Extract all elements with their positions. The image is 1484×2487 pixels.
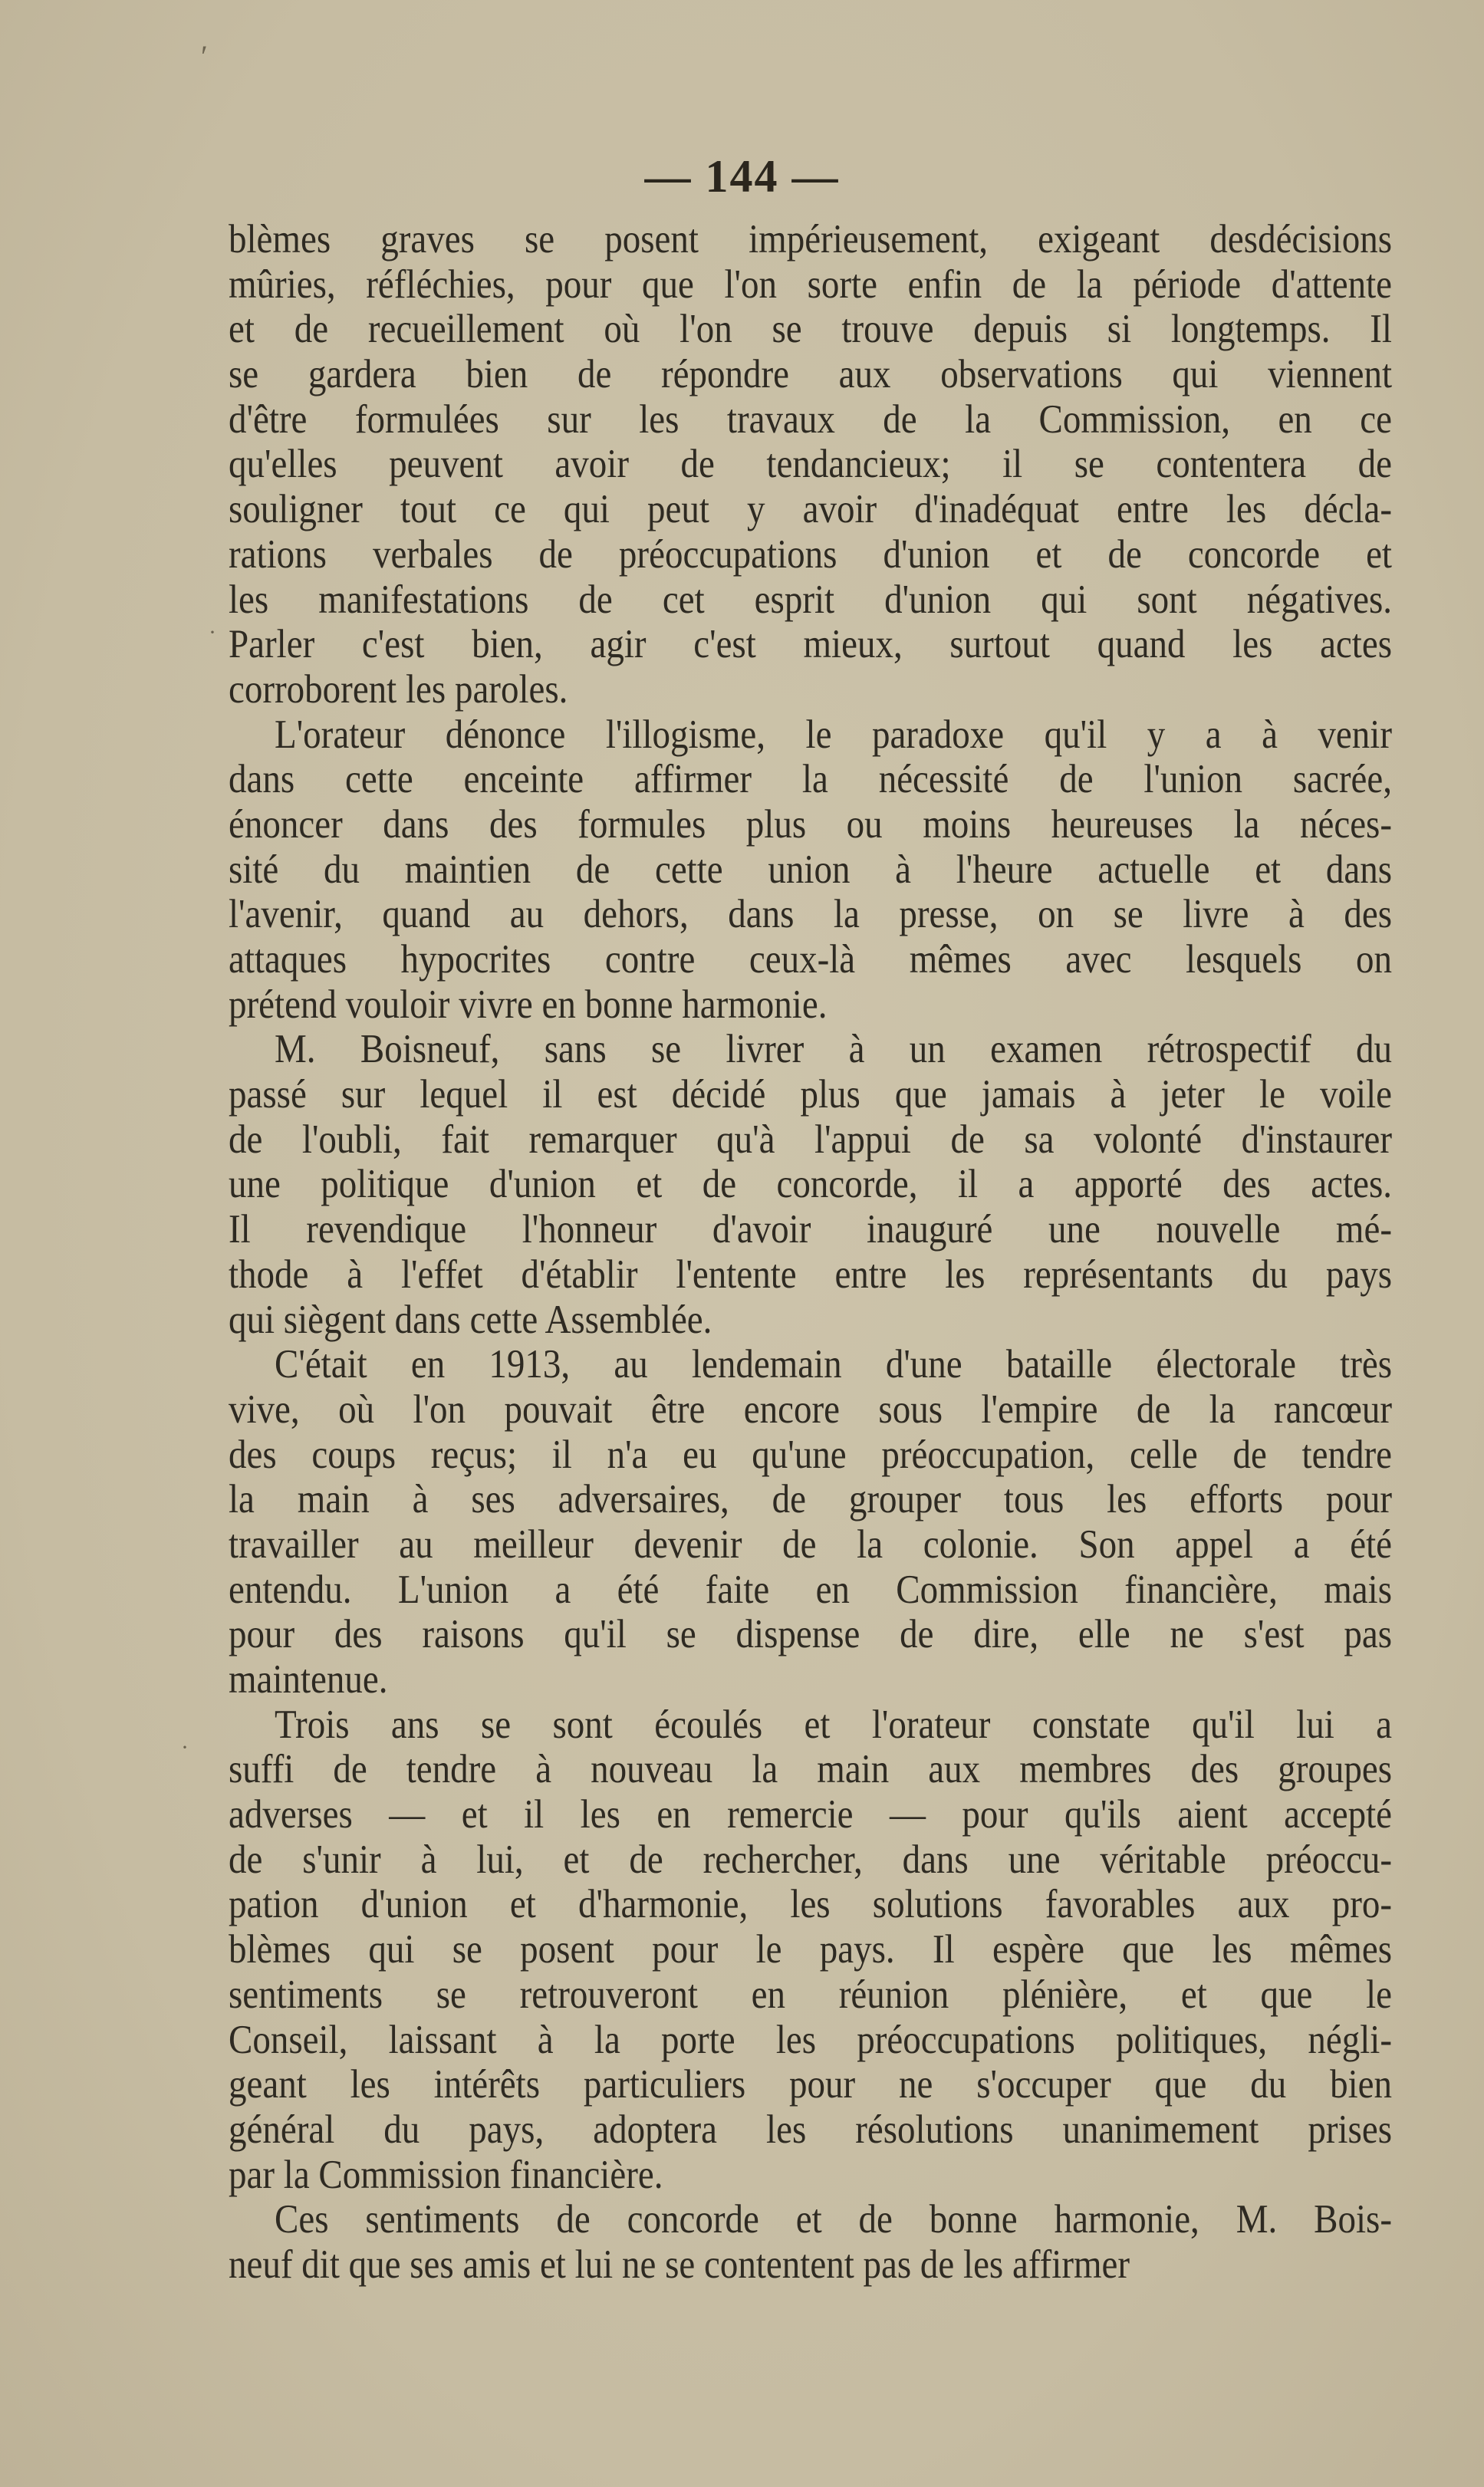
- text-line: pation d'union et d'harmonie, les solutions favorables aux pro-: [229, 1882, 1392, 1927]
- text-line: la main à ses adversaires, de grouper tous les efforts pour: [229, 1477, 1392, 1522]
- text-line: général du pays, adoptera les résolutions unanimement prises: [229, 2107, 1392, 2152]
- text-line: par la Commission financière.: [229, 2152, 663, 2197]
- text-line: attaques hypocrites contre ceux-là mêmes avec lesquels on: [229, 936, 1392, 982]
- margin-mark: ′: [201, 39, 208, 74]
- text-line: des coups reçus; il n'a eu qu'une préoccupation, celle de tendre: [229, 1432, 1392, 1477]
- text-line: L'orateur dénonce l'illogisme, le paradoxe qu'il y a à venir: [275, 712, 1392, 757]
- paragraph: [229, 1342, 1392, 1702]
- paragraph: [229, 1027, 1392, 1342]
- text-line: passé sur lequel il est décidé plus que jamais à jeter le voile: [229, 1071, 1392, 1117]
- text-line: pour des raisons qu'il se dispense de dire, elle ne s'est pas: [229, 1612, 1392, 1657]
- paragraph: [229, 217, 1392, 712]
- text-line: thode à l'effet d'établir l'entente entre les représentants du pays: [229, 1252, 1392, 1297]
- text-line: sentiments se retrouveront en réunion plénière, et que le: [229, 1972, 1392, 2017]
- page-number: — 144 —: [644, 151, 840, 202]
- paragraph: [229, 712, 1392, 1028]
- text-line: qui siègent dans cette Assemblée.: [229, 1297, 712, 1342]
- text-line: et de recueillement où l'on se trouve depuis si longtemps. Il: [229, 307, 1392, 352]
- text-line: blèmes graves se posent impérieusement, exigeant desdécisions: [229, 216, 1392, 262]
- text-line: adverses — et il les en remercie — pour qu'ils aient accepté: [229, 1791, 1392, 1837]
- text-line: prétend vouloir vivre en bonne harmonie.: [229, 982, 828, 1027]
- text-line: Parler c'est bien, agir c'est mieux, surtout quand les actes: [229, 622, 1392, 667]
- text-line: C'était en 1913, au lendemain d'une bataille électorale très: [275, 1342, 1392, 1387]
- text-line: sité du maintien de cette union à l'heure actuelle et dans: [229, 847, 1392, 892]
- text-line: suffi de tendre à nouveau la main aux membres des groupes: [229, 1747, 1392, 1792]
- text-line: qu'elles peuvent avoir de tendancieux; il se contentera de: [229, 442, 1392, 487]
- text-line: blèmes qui se posent pour le pays. Il espère que les mêmes: [229, 1926, 1392, 1972]
- margin-dot: ·: [181, 1735, 189, 1760]
- text-line: une politique d'union et de concorde, il a apporté des actes.: [229, 1162, 1392, 1207]
- text-line: entendu. L'union a été faite en Commission financière, mais: [229, 1567, 1392, 1612]
- text-line: Il revendique l'honneur d'avoir inauguré une nouvelle mé-: [229, 1206, 1392, 1252]
- text-line: se gardera bien de répondre aux observations qui viennent: [229, 351, 1392, 397]
- text-line: corroborent les paroles.: [229, 666, 568, 712]
- text-line: dans cette enceinte affirmer la nécessité de l'union sacrée,: [229, 757, 1392, 802]
- text-line: d'être formulées sur les travaux de la Commission, en ce: [229, 396, 1392, 442]
- text-line: l'avenir, quand au dehors, dans la presse, on se livre à des: [229, 892, 1392, 937]
- text-line: Conseil, laissant à la porte les préoccupations politiques, négli-: [229, 2017, 1392, 2062]
- paragraph: [229, 1702, 1392, 2198]
- text-line: geant les intérêts particuliers pour ne s'occuper que du bien: [229, 2062, 1392, 2107]
- text-line: rations verbales de préoccupations d'union et de concorde et: [229, 531, 1392, 577]
- text-line: de s'unir à lui, et de rechercher, dans une véritable préoccu-: [229, 1837, 1392, 1882]
- margin-dot: ·: [209, 620, 216, 645]
- text-line: M. Boisneuf, sans se livrer à un examen rétrospectif du: [275, 1027, 1392, 1072]
- text-line: vive, où l'on pouvait être encore sous l'empire de la rancœur: [229, 1387, 1392, 1432]
- text-line: les manifestations de cet esprit d'union qui sont négatives.: [229, 577, 1392, 622]
- body-text: [229, 217, 1392, 2288]
- text-line: souligner tout ce qui peut y avoir d'inadéquat entre les décla-: [229, 486, 1392, 532]
- text-line: travailler au meilleur devenir de la colonie. Son appel a été: [229, 1521, 1392, 1568]
- text-line: neuf dit que ses amis et lui ne se contentent pas de les affirmer: [229, 2242, 1130, 2288]
- text-line: Trois ans se sont écoulés et l'orateur constate qu'il lui a: [275, 1702, 1392, 1747]
- text-line: Ces sentiments de concorde et de bonne harmonie, M. Bois-: [275, 2197, 1392, 2242]
- text-line: maintenue.: [229, 1656, 388, 1702]
- text-line: de l'oubli, fait remarquer qu'à l'appui de sa volonté d'instaurer: [229, 1117, 1392, 1162]
- text-line: mûries, réfléchies, pour que l'on sorte enfin de la période d'attente: [229, 262, 1392, 307]
- text-line: énoncer dans des formules plus ou moins heureuses la néces-: [229, 801, 1392, 847]
- paragraph: [229, 2197, 1392, 2287]
